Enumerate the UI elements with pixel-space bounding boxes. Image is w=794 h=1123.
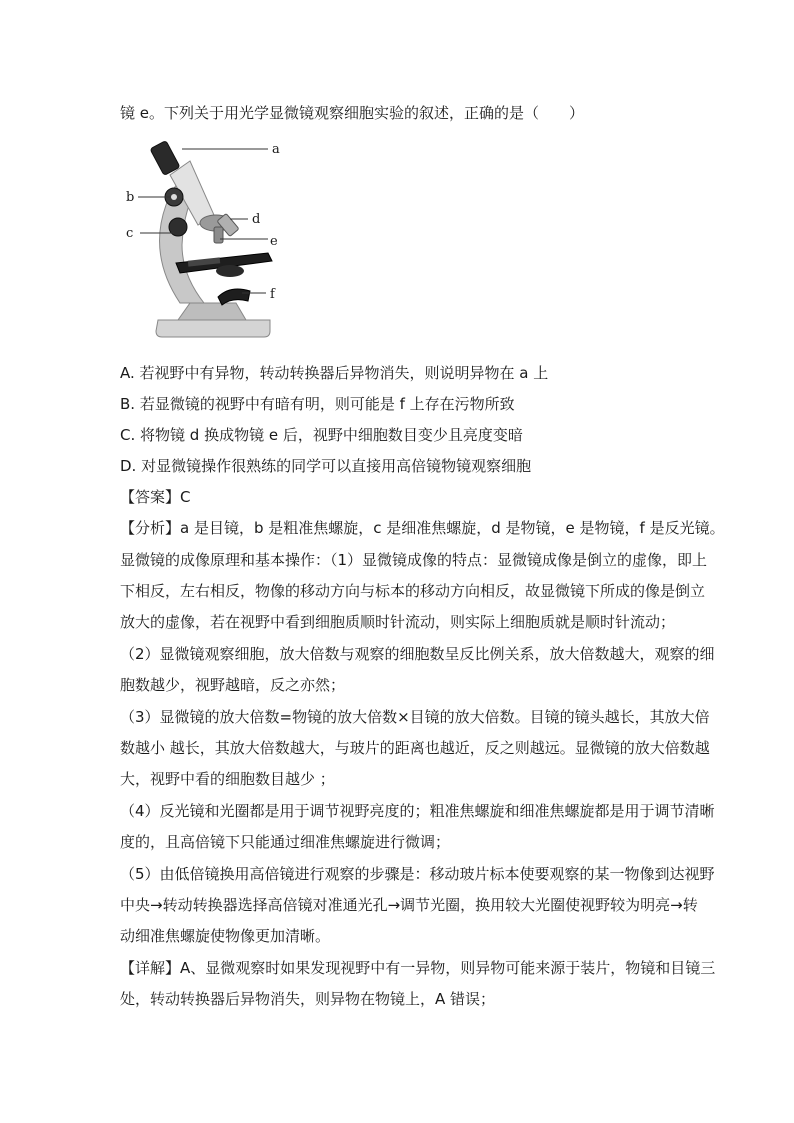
analysis-line: 动细准焦螺旋使物像更加清晰。 <box>120 927 331 945</box>
analysis-line: 大，视野中看的细胞数目越少 ； <box>120 770 335 788</box>
label-d: d <box>252 212 261 227</box>
analysis-line: 中央→转动转换器选择高倍镜对准通光孔→调节光圈，换用较大光圈使视野较为明亮→转 <box>120 896 698 914</box>
option-c: C. 将物镜 d 换成物镜 e 后，视野中细胞数目变少且亮度变暗 <box>120 426 523 444</box>
label-e: e <box>270 234 278 249</box>
detail-line: 处，转动转换器后异物消失，则异物在物镜上，A 错误； <box>120 990 496 1008</box>
microscope-figure <box>118 135 288 350</box>
option-d: D. 对显微镜操作很熟练的同学可以直接用高倍镜物镜观察细胞 <box>120 457 532 475</box>
analysis-line: 度的，且高倍镜下只能通过细准焦螺旋进行微调； <box>120 833 451 851</box>
option-b: B. 若显微镜的视野中有暗有明，则可能是 f 上存在污物所致 <box>120 395 515 413</box>
analysis-line: 胞数越少，视野越暗，反之亦然； <box>120 676 346 694</box>
label-a: a <box>272 142 280 157</box>
analysis-line: （4）反光镜和光圈都是用于调节视野亮度的；粗准焦螺旋和细准焦螺旋都是用于调节清晰 <box>120 802 715 820</box>
option-a: A. 若视野中有异物，转动转换器后异物消失，则说明异物在 a 上 <box>120 364 549 382</box>
label-b: b <box>126 190 135 205</box>
analysis-line: （5）由低倍镜换用高倍镜进行观察的步骤是：移动玻片标本使要观察的某一物像到达视野 <box>120 865 715 883</box>
analysis-line: 下相反，左右相反，物像的移动方向与标本的移动方向相反，故显微镜下所成的像是倒立 <box>120 582 706 600</box>
detail-line: 【详解】A、显微观察时如果发现视野中有一异物，则异物可能来源于装片，物镜和目镜三 <box>120 959 716 977</box>
microscope-illustration <box>118 135 288 350</box>
label-c: c <box>126 226 134 241</box>
analysis-line: 显微镜的成像原理和基本操作：（1）显微镜成像的特点：显微镜成像是倒立的虚像，即上 <box>120 551 708 569</box>
analysis-line: （2）显微镜观察细胞，放大倍数与观察的细胞数呈反比例关系，放大倍数越大，观察的细 <box>120 645 715 663</box>
analysis-line: （3）显微镜的放大倍数=物镜的放大倍数×目镜的放大倍数。目镜的镜头越长，其放大倍 <box>120 708 710 726</box>
answer-line: 【答案】C <box>120 488 191 506</box>
label-f: f <box>270 287 275 302</box>
analysis-line: 数越小 越长，其放大倍数越大，与玻片的距离也越近，反之则越远。显微镜的放大倍数越 <box>120 739 710 757</box>
question-stem: 镜 e。下列关于用光学显微镜观察细胞实验的叙述，正确的是（ ） <box>120 104 584 122</box>
analysis-line: 放大的虚像，若在视野中看到细胞质顺时针流动，则实际上细胞质就是顺时针流动； <box>120 613 676 631</box>
analysis-line: 【分析】a 是目镜，b 是粗准焦螺旋，c 是细准焦螺旋，d 是物镜，e 是物镜，f 是反光镜。 <box>120 519 725 537</box>
